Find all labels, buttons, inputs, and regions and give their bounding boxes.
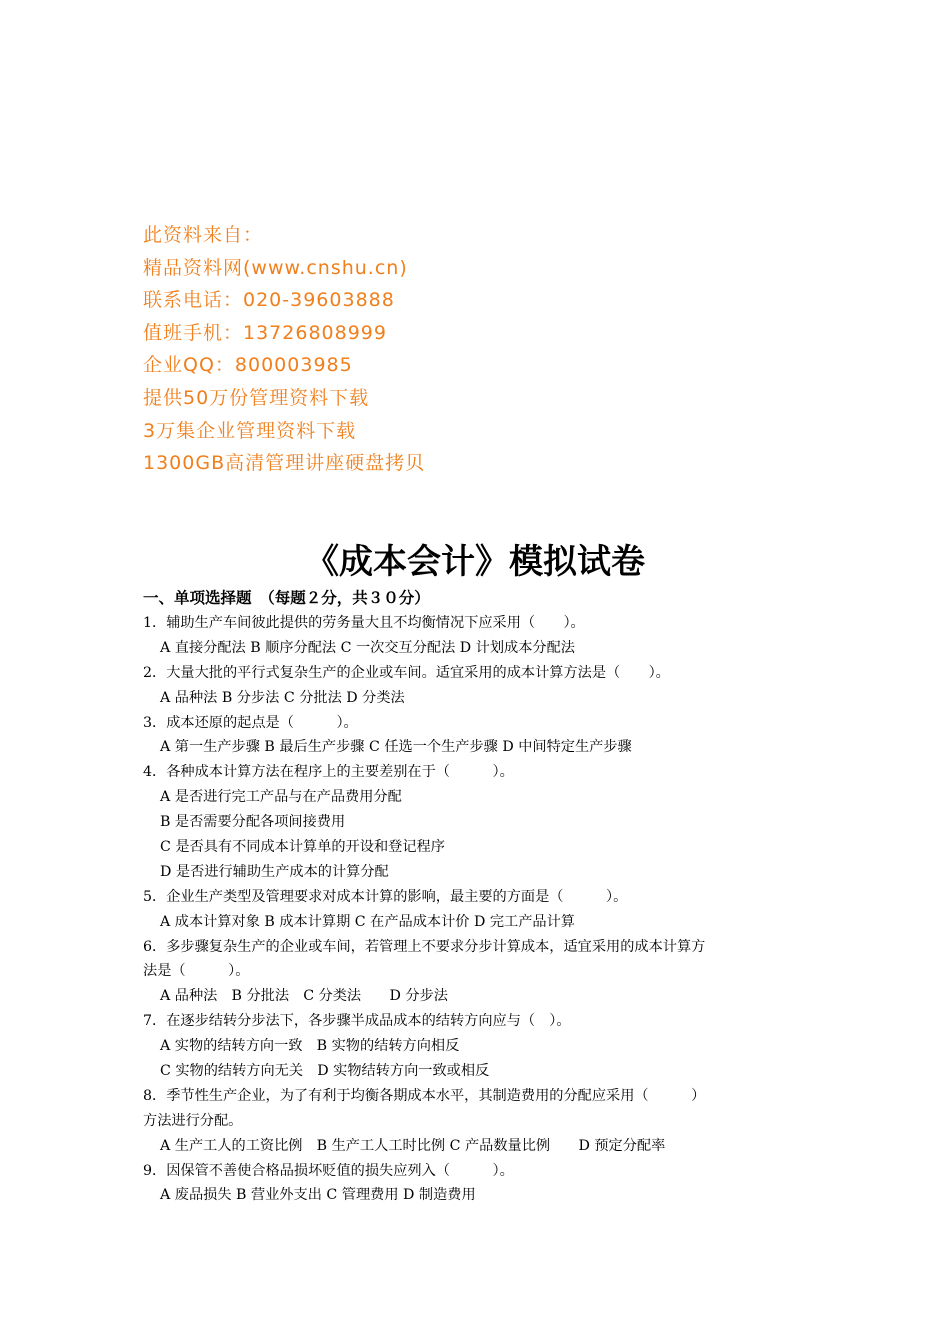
- source-info-line: 联系电话：020-39603888: [143, 289, 395, 312]
- question-list: [143, 611, 823, 1208]
- question-text: 3．成本还原的起点是（ ）。: [143, 714, 358, 731]
- answer-options: A 直接分配法 B 顺序分配法 C 一次交互分配法 D 计划成本分配法: [160, 639, 575, 656]
- question-text: 9．因保管不善使合格品损坏贬值的损失应列入（ ）。: [143, 1162, 514, 1179]
- source-info-line: 值班手机：13726808999: [143, 321, 387, 344]
- answer-options: A 实物的结转方向一致 B 实物的结转方向相反: [160, 1038, 460, 1055]
- answer-options: A 是否进行完工产品与在产品费用分配: [160, 789, 402, 806]
- section-heading: 一、单项选择题 （每题２分，共３０分）: [143, 589, 430, 607]
- source-info-line: 此资料来自：: [143, 224, 264, 246]
- answer-options: D 是否进行辅助生产成本的计算分配: [160, 863, 389, 880]
- answer-options: A 废品损失 B 营业外支出 C 管理费用 D 制造费用: [160, 1187, 476, 1204]
- source-info-line: 1300GB高清管理讲座硬盘拷贝: [143, 452, 426, 475]
- question-text: 1．辅助生产车间彼此提供的劳务量大且不均衡情况下应采用（ ）。: [143, 615, 585, 631]
- question-text: 6．多步骤复杂生产的企业或车间，若管理上不要求分步计算成本，适宜采用的成本计算方: [143, 938, 706, 955]
- answer-options: B 是否需要分配各项间接费用: [160, 814, 346, 831]
- answer-options: A 品种法 B 分步法 C 分批法 D 分类法: [160, 689, 405, 706]
- answer-options: C 是否具有不同成本计算单的开设和登记程序: [160, 839, 445, 856]
- question-text: 7．在逐步结转分步法下，各步骤半成品成本的结转方向应与（ ）。: [143, 1013, 571, 1030]
- answer-options: C 实物的结转方向无关 D 实物结转方向一致或相反: [160, 1063, 490, 1080]
- source-info-line: 企业QQ：800003985: [143, 354, 353, 377]
- answer-options: A 第一生产步骤 B 最后生产步骤 C 任选一个生产步骤 D 中间特定生产步骤: [160, 739, 632, 756]
- source-info-block: [143, 219, 743, 480]
- question-text: 4．各种成本计算方法在程序上的主要差别在于（ ）。: [143, 764, 514, 781]
- document-title: 《成本会计》模拟试卷: [305, 542, 645, 582]
- question-text: 方法进行分配。: [143, 1112, 243, 1129]
- answer-options: A 成本计算对象 B 成本计算期 C 在产品成本计价 D 完工产品计算: [160, 913, 575, 930]
- source-info-line: 3万集企业管理资料下载: [143, 419, 357, 442]
- question-text: 8．季节性生产企业，为了有利于均衡各期成本水平，其制造费用的分配应采用（ ）: [143, 1087, 706, 1104]
- question-text: 法是（ ）。: [143, 963, 250, 980]
- question-text: 2．大量大批的平行式复杂生产的企业或车间。适宜采用的成本计算方法是（ ）。: [143, 664, 670, 681]
- source-info-line: 提供50万份管理资料下载: [143, 386, 370, 409]
- source-info-line: 精品资料网(www.cnshu.cn): [143, 256, 408, 279]
- question-text: 5．企业生产类型及管理要求对成本计算的影响，最主要的方面是（ ）。: [143, 888, 628, 905]
- answer-options: A 品种法 B 分批法 C 分类法 D 分步法: [160, 988, 448, 1005]
- answer-options: A 生产工人的工资比例 B 生产工人工时比例 C 产品数量比例 D 预定分配率: [160, 1137, 666, 1154]
